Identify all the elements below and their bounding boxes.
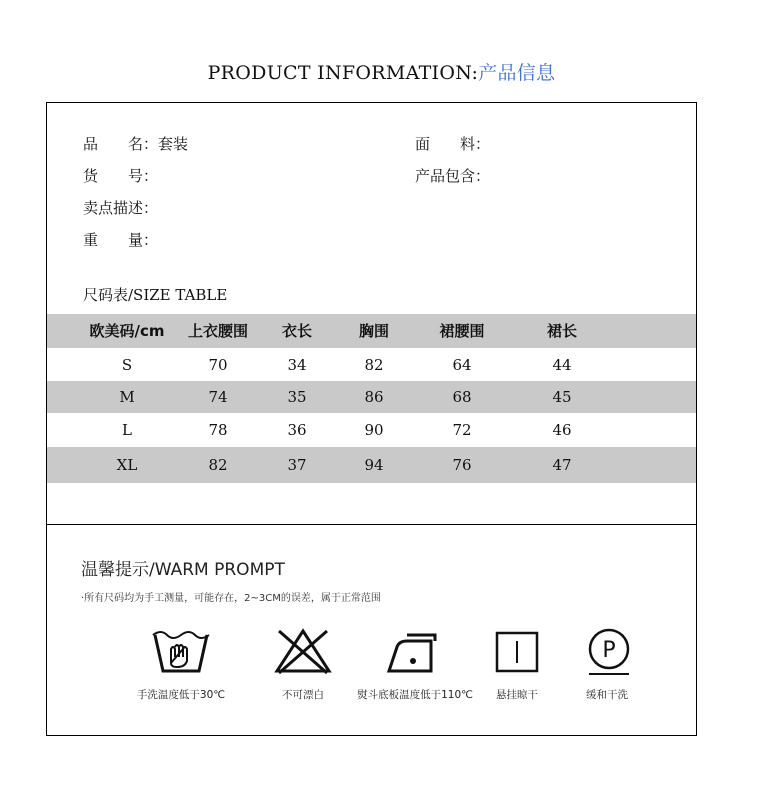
table-cell: 45 [552,388,572,406]
table-cell: 74 [208,388,228,406]
warm-prompt-title: 温馨提示/WARM PROMPT [81,560,285,580]
package-label: 产品包含： [415,167,491,185]
care-label-dry-clean: 缓和干洗 [586,689,628,701]
table-cell: 72 [452,421,472,439]
size-table-header [47,314,696,348]
table-row [47,349,696,381]
page-title [0,58,763,85]
table-cell: 64 [452,356,472,374]
info-fabric [415,133,490,154]
table-header-cell: 裙腰围 [439,322,485,340]
info-package [415,165,490,186]
table-cell: 46 [552,421,572,439]
selling-label: 卖点描述： [83,199,159,217]
table-cell: 35 [287,388,307,406]
info-selling-points [83,197,158,218]
table-cell: S [121,356,133,374]
table-cell: 90 [364,421,384,439]
table-cell: 82 [208,456,228,474]
section-divider [47,524,696,525]
name-label: 品 名： [83,135,159,153]
item-label: 货 号： [83,167,159,185]
table-row [47,447,696,483]
info-name [83,133,188,154]
hand-wash-icon [151,627,211,677]
table-cell: 86 [364,388,384,406]
product-info-frame [46,102,697,736]
table-header-cell: 上衣腰围 [187,322,248,340]
care-label-iron: 熨斗底板温度低于110℃ [357,689,473,701]
table-cell: 94 [364,456,384,474]
table-cell: M [119,388,135,406]
table-header-cell: 胸围 [358,322,389,340]
table-cell: 76 [452,456,472,474]
table-cell: L [122,421,132,439]
weight-label: 重 量： [83,231,159,249]
hang-dry-icon [493,627,553,677]
title-cn: 产品信息 [478,62,556,84]
table-cell: 78 [208,421,228,439]
table-header-cell: 衣长 [281,322,312,340]
no-bleach-icon [273,627,333,677]
table-cell: 36 [287,421,307,439]
info-weight [83,229,158,250]
table-header-cell: 裙长 [546,322,577,340]
dry-clean-p-icon [583,627,643,677]
table-cell: 37 [287,456,307,474]
table-cell: 44 [552,356,572,374]
table-row [47,413,696,447]
care-label-hand-wash: 手洗温度低于30℃ [136,689,226,701]
info-item-no [83,165,158,186]
table-cell: 34 [287,356,307,374]
table-cell: 47 [552,456,572,474]
care-label-hang-dry: 悬挂晾干 [496,689,538,701]
name-value: 套装 [158,135,189,153]
table-cell: XL [116,456,138,474]
care-label-no-bleach: 不可漂白 [282,689,324,701]
iron-icon [385,627,445,677]
title-en: PRODUCT INFORMATION: [207,62,479,84]
size-table-title: 尺码表/SIZE TABLE [83,286,228,304]
fabric-label: 面 料： [415,135,491,153]
table-header-cell: 欧美码/cm [89,322,165,340]
table-cell: 68 [452,388,472,406]
svg-text:P: P [602,638,616,663]
table-row [47,381,696,413]
warm-prompt-note: ·所有尺码均为手工测量，可能存在，2~3CM的误差，属于正常范围 [81,593,381,604]
table-cell: 70 [208,356,228,374]
table-cell: 82 [364,356,384,374]
